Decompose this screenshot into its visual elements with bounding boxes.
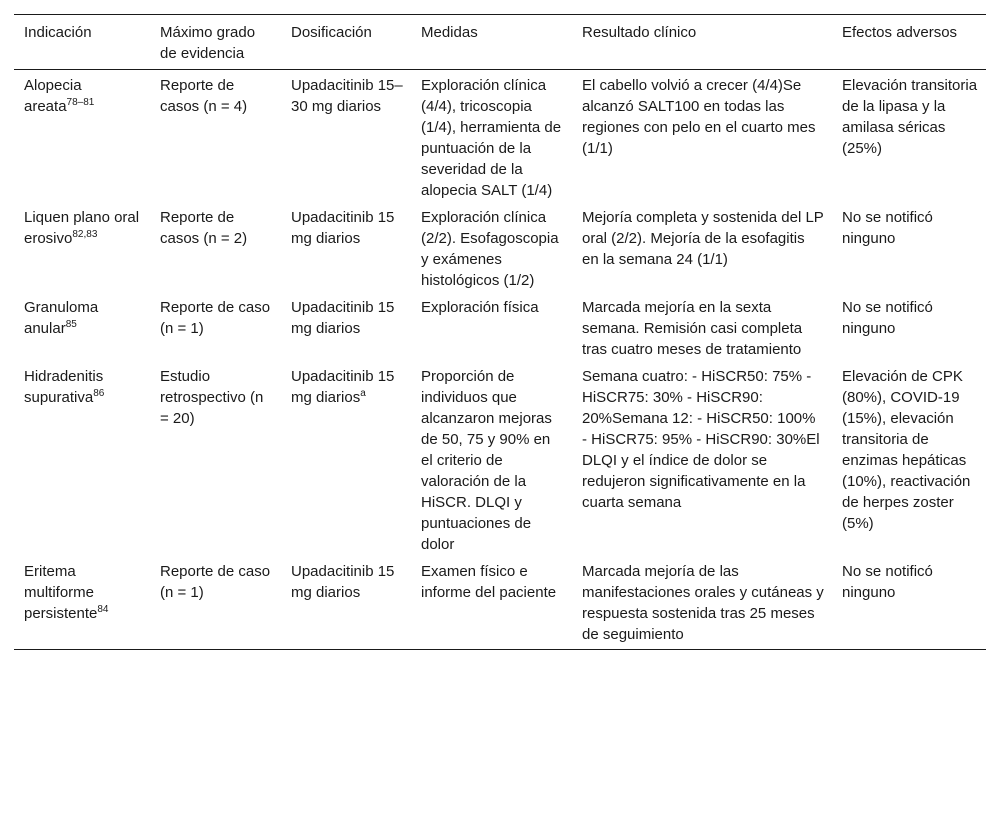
dosificacion-text: Upadacitinib 15 mg diarios [291, 563, 395, 601]
header-dosificacion: Dosificación [281, 15, 411, 70]
cell-dosificacion [281, 558, 411, 650]
cell-evidencia: Reporte de casos (n = 4) [160, 77, 248, 115]
cell-indicacion [14, 204, 150, 294]
dosificacion-text: Upadacitinib 15–30 mg diarios [291, 77, 403, 115]
cell-evidencia: Reporte de caso (n = 1) [150, 558, 281, 650]
cell-evidencia: Estudio retrospectivo (n = 20) [160, 368, 264, 427]
header-efectos: Efectos adversos [832, 15, 986, 70]
cell-resultado: El cabello volvió a crecer (4/4)Se alcanzó SALT100 en todas las regiones con pelo en el cuarto mes (1/1) [582, 77, 816, 157]
cell-evidencia: Reporte de caso (n = 1) [160, 299, 271, 337]
indicacion-text: Liquen plano oral erosivo [24, 209, 140, 247]
cell-resultado: Semana cuatro: - HiSCR50: 75% - HiSCR75: 30% - HiSCR90: 20%Semana 12: - HiSCR50: 100% - HiSCR75: 95% - HiSCR90: 30%El DLQI y el índice de dolor se redujeron significativamente en la cuarta semana [582, 368, 820, 511]
cell-efectos: No se notificó ninguno [842, 299, 933, 337]
reference-superscript: 85 [65, 319, 77, 330]
cell-indicacion [14, 363, 150, 558]
header-resultado: Resultado clínico [572, 15, 832, 70]
cell-efectos: No se notificó ninguno [842, 209, 933, 247]
cell-dosificacion [281, 204, 411, 294]
footnote-superscript: a [360, 388, 366, 399]
cell-indicacion [14, 70, 150, 205]
cell-dosificacion [281, 294, 411, 363]
cell-dosificacion [281, 363, 411, 558]
evidence-table [14, 14, 986, 650]
cell-indicacion [14, 558, 150, 650]
header-evidencia: Máximo grado de evidencia [150, 15, 281, 70]
indicacion-text: Hidradenitis supurativa [24, 368, 104, 406]
table-row [14, 204, 986, 294]
table-header-row [14, 15, 986, 70]
table-row [14, 70, 986, 205]
table-row [14, 558, 986, 650]
cell-resultado: Marcada mejoría de las manifestaciones orales y cutáneas y respuesta sostenida tras 25 meses de seguimiento [572, 558, 832, 650]
table-row [14, 294, 986, 363]
reference-superscript: 84 [97, 604, 109, 615]
cell-dosificacion [281, 70, 411, 205]
cell-resultado: Mejoría completa y sostenida del LP oral (2/2). Mejoría de la esofagitis en la semana 24 (1/1) [582, 209, 824, 268]
indicacion-text: Alopecia areata [24, 77, 82, 115]
cell-efectos: Elevación transitoria de la lipasa y la amilasa séricas (25%) [842, 77, 978, 157]
dosificacion-text: Upadacitinib 15 mg diarios [291, 299, 395, 337]
cell-medidas: Exploración clínica (4/4), tricoscopia (1/4), herramienta de puntuación de la severidad de la alopecia SALT (1/4) [421, 77, 562, 199]
indicacion-text: Eritema multiforme persistente [24, 563, 98, 622]
reference-superscript: 82,83 [72, 229, 98, 240]
cell-efectos: Elevación de CPK (80%), COVID-19 (15%), elevación transitoria de enzimas hepáticas (10%), reactivación de herpes zoster (5%) [842, 368, 971, 532]
reference-superscript: 86 [93, 388, 105, 399]
cell-efectos: No se notificó ninguno [832, 558, 986, 650]
reference-superscript: 78–81 [66, 97, 95, 108]
dosificacion-text: Upadacitinib 15 mg diarios [291, 368, 395, 406]
table-row [14, 363, 986, 558]
table-body [14, 70, 986, 650]
header-medidas: Medidas [411, 15, 572, 70]
header-indicacion: Indicación [14, 15, 150, 70]
cell-medidas: Proporción de individuos que alcanzaron mejoras de 50, 75 y 90% en el criterio de valoración de la HiSCR. DLQI y puntuaciones de dolor [421, 368, 552, 553]
dosificacion-text: Upadacitinib 15 mg diarios [291, 209, 395, 247]
cell-evidencia: Reporte de casos (n = 2) [160, 209, 248, 247]
indicacion-text: Granuloma anular [24, 299, 99, 337]
cell-medidas: Examen físico e informe del paciente [411, 558, 572, 650]
cell-indicacion [14, 294, 150, 363]
cell-resultado: Marcada mejoría en la sexta semana. Remisión casi completa tras cuatro meses de tratamiento [582, 299, 803, 358]
cell-medidas: Exploración clínica (2/2). Esofagoscopia y exámenes histológicos (1/2) [421, 209, 559, 289]
cell-medidas: Exploración física [421, 299, 539, 316]
